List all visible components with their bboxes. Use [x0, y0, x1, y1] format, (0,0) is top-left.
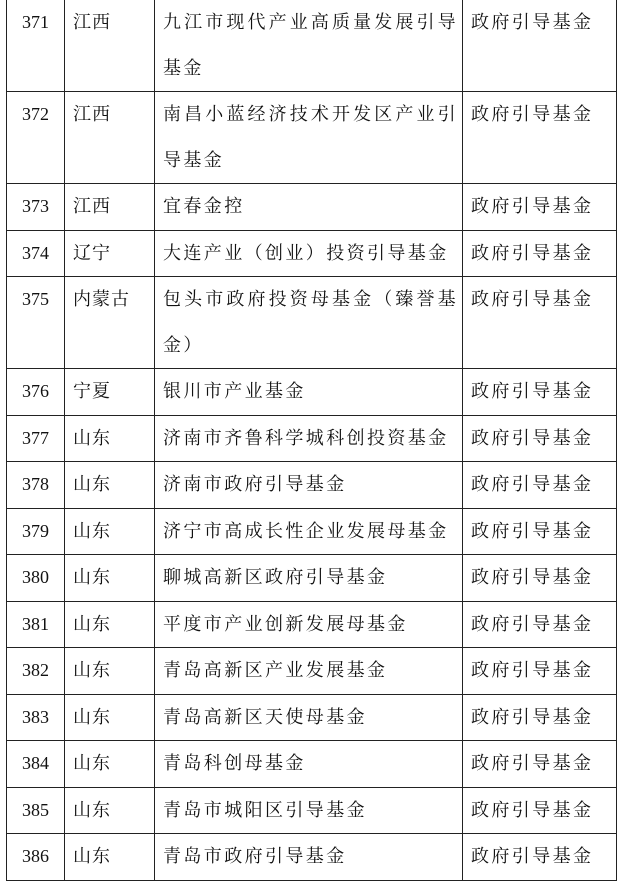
table-row	[7, 277, 617, 369]
table-row	[7, 369, 617, 416]
row-fund-type: 政府引导基金	[463, 787, 617, 834]
row-number: 386	[7, 834, 65, 881]
fund-table	[6, 0, 617, 881]
row-fund-name: 青岛市政府引导基金	[155, 834, 463, 881]
row-province: 山东	[65, 555, 155, 602]
row-fund-name: 大连产业（创业）投资引导基金	[155, 230, 463, 277]
row-fund-name: 济南市齐鲁科学城科创投资基金	[155, 415, 463, 462]
table-row	[7, 741, 617, 788]
row-number: 374	[7, 230, 65, 277]
row-fund-type: 政府引导基金	[463, 834, 617, 881]
row-number: 376	[7, 369, 65, 416]
table-row	[7, 694, 617, 741]
row-number: 371	[7, 0, 65, 92]
row-fund-name: 青岛市城阳区引导基金	[155, 787, 463, 834]
row-number: 382	[7, 648, 65, 695]
table-row	[7, 415, 617, 462]
table-row	[7, 92, 617, 184]
row-number: 379	[7, 508, 65, 555]
row-province: 山东	[65, 601, 155, 648]
table-row	[7, 0, 617, 92]
row-fund-name: 青岛高新区天使母基金	[155, 694, 463, 741]
row-number: 372	[7, 92, 65, 184]
row-fund-type: 政府引导基金	[463, 462, 617, 509]
row-number: 381	[7, 601, 65, 648]
row-fund-type: 政府引导基金	[463, 508, 617, 555]
row-number: 373	[7, 184, 65, 231]
table-row	[7, 648, 617, 695]
row-fund-name: 济宁市高成长性企业发展母基金	[155, 508, 463, 555]
row-province: 辽宁	[65, 230, 155, 277]
row-fund-name: 青岛科创母基金	[155, 741, 463, 788]
row-fund-type: 政府引导基金	[463, 277, 617, 369]
table-row	[7, 555, 617, 602]
table-row	[7, 787, 617, 834]
row-fund-type: 政府引导基金	[463, 741, 617, 788]
row-number: 378	[7, 462, 65, 509]
row-fund-type: 政府引导基金	[463, 601, 617, 648]
row-province: 山东	[65, 415, 155, 462]
table-row	[7, 462, 617, 509]
row-fund-type: 政府引导基金	[463, 92, 617, 184]
row-fund-type: 政府引导基金	[463, 0, 617, 92]
row-province: 山东	[65, 694, 155, 741]
row-fund-name: 银川市产业基金	[155, 369, 463, 416]
row-number: 375	[7, 277, 65, 369]
row-fund-type: 政府引导基金	[463, 230, 617, 277]
row-fund-type: 政府引导基金	[463, 415, 617, 462]
row-province: 内蒙古	[65, 277, 155, 369]
table-row	[7, 230, 617, 277]
row-province: 江西	[65, 0, 155, 92]
row-number: 385	[7, 787, 65, 834]
table-row	[7, 184, 617, 231]
table-row	[7, 834, 617, 881]
row-number: 377	[7, 415, 65, 462]
row-province: 山东	[65, 741, 155, 788]
row-fund-name: 青岛高新区产业发展基金	[155, 648, 463, 695]
table-row	[7, 508, 617, 555]
row-fund-name: 包头市政府投资母基金（臻誉基金）	[155, 277, 463, 369]
row-fund-name: 聊城高新区政府引导基金	[155, 555, 463, 602]
row-fund-type: 政府引导基金	[463, 184, 617, 231]
row-number: 384	[7, 741, 65, 788]
row-province: 山东	[65, 834, 155, 881]
row-province: 山东	[65, 787, 155, 834]
row-fund-name: 九江市现代产业高质量发展引导基金	[155, 0, 463, 92]
row-province: 山东	[65, 648, 155, 695]
row-number: 383	[7, 694, 65, 741]
row-number: 380	[7, 555, 65, 602]
row-fund-name: 济南市政府引导基金	[155, 462, 463, 509]
row-fund-name: 平度市产业创新发展母基金	[155, 601, 463, 648]
row-province: 山东	[65, 462, 155, 509]
row-province: 宁夏	[65, 369, 155, 416]
row-fund-name: 宜春金控	[155, 184, 463, 231]
row-fund-type: 政府引导基金	[463, 648, 617, 695]
row-province: 山东	[65, 508, 155, 555]
row-province: 江西	[65, 184, 155, 231]
table-row	[7, 601, 617, 648]
row-fund-type: 政府引导基金	[463, 369, 617, 416]
row-province: 江西	[65, 92, 155, 184]
row-fund-type: 政府引导基金	[463, 555, 617, 602]
row-fund-type: 政府引导基金	[463, 694, 617, 741]
row-fund-name: 南昌小蓝经济技术开发区产业引导基金	[155, 92, 463, 184]
